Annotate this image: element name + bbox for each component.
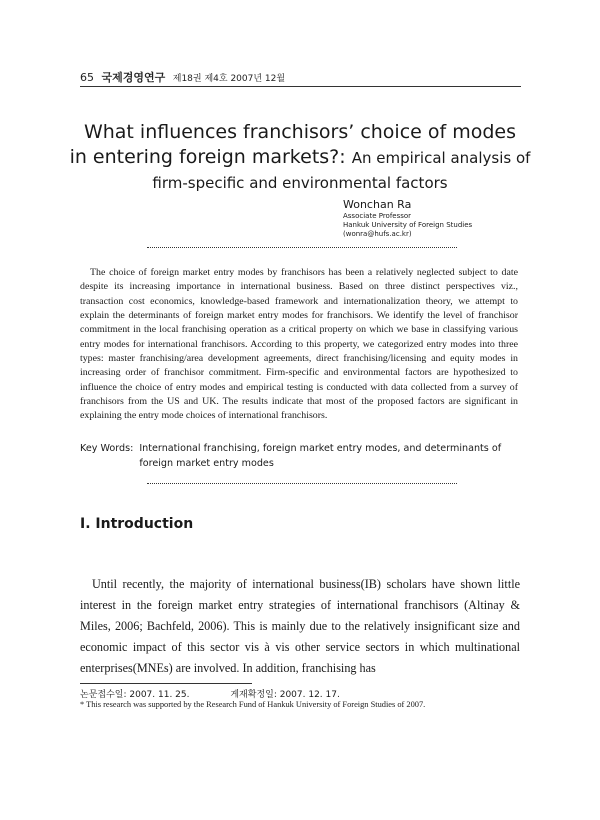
author-name: Wonchan Ra (343, 198, 412, 211)
submission-dates (80, 687, 340, 700)
paper-title (60, 120, 540, 196)
title-line-2-sub: An empirical analysis of (351, 149, 531, 167)
keywords (80, 441, 520, 471)
title-line-2 (60, 145, 540, 171)
body-paragraph: Until recently, the majority of international business(IB) scholars have shown little interest in the foreign market entry strategies of international franchisors (Altinay & Miles, 2006; Bachfeld, 2006). This is mainly due to the relatively insignificant size and economic impact of this sector vis à vis other service sectors in which multinational enterprises(MNEs) are involved. In addition, franchising has (80, 577, 520, 675)
dotted-separator-bottom (147, 483, 457, 484)
abstract: The choice of foreign market entry modes by franchisors has been a relatively neglected subject to date despite its increasing importance in international business. Based on three distinct perspectives viz., transaction cost economics, knowledge-based framework and internationalization theory, we attempt to explain the determinants of foreign market entry modes for franchisors. We identify the level of franchisor commitment in the local franchising operation as a critical property on which we base in classifying various entry modes for international franchisors. According to this property, we categorized entry modes into three types: master franchising/area development agreements, direct franchising/licensing and equity modes in increasing order of franchisor commitment. Firm-specific and environmental factors are hypothesized to influence the choice of entry modes and empirical testing is conducted with data collected from a survey of franchisors from the US and UK. The results indicate that most of the proposed factors are significant in explaining the entry mode choices of international franchisors. (80, 267, 518, 422)
journal-name: 국제경영연구 (101, 71, 166, 84)
keywords-label: Key Words: (80, 443, 134, 454)
accepted-date: 게재확정일: 2007. 12. 17. (230, 690, 340, 700)
author-email: (wonra@hufs.ac.kr) (343, 230, 412, 238)
title-line-2-main: in entering foreign markets?: (69, 146, 346, 168)
page-number: 65 (80, 71, 94, 84)
footnote: * This research was supported by the Research Fund of Hankuk University of Foreign Studies of 2007. (80, 700, 426, 709)
author-affiliation: Hankuk University of Foreign Studies (343, 221, 473, 229)
title-line-1: What influences franchisors’ choice of modes (83, 121, 517, 143)
title-line-3: firm-specific and environmental factors (152, 174, 448, 192)
author-block (343, 198, 472, 239)
running-head (80, 69, 285, 85)
keywords-value: International franchising, foreign market entry modes, and determinants of foreign market entry modes (139, 443, 502, 469)
received-date: 논문접수일: 2007. 11. 25. (80, 690, 190, 700)
dotted-separator-top (147, 247, 457, 248)
author-position: Associate Professor (343, 212, 412, 220)
footnote-rule (80, 683, 252, 684)
issue-info: 제18권 제4호 2007년 12월 (172, 74, 286, 84)
section-heading: Ⅰ. Introduction (80, 516, 194, 532)
header-rule (80, 86, 521, 87)
